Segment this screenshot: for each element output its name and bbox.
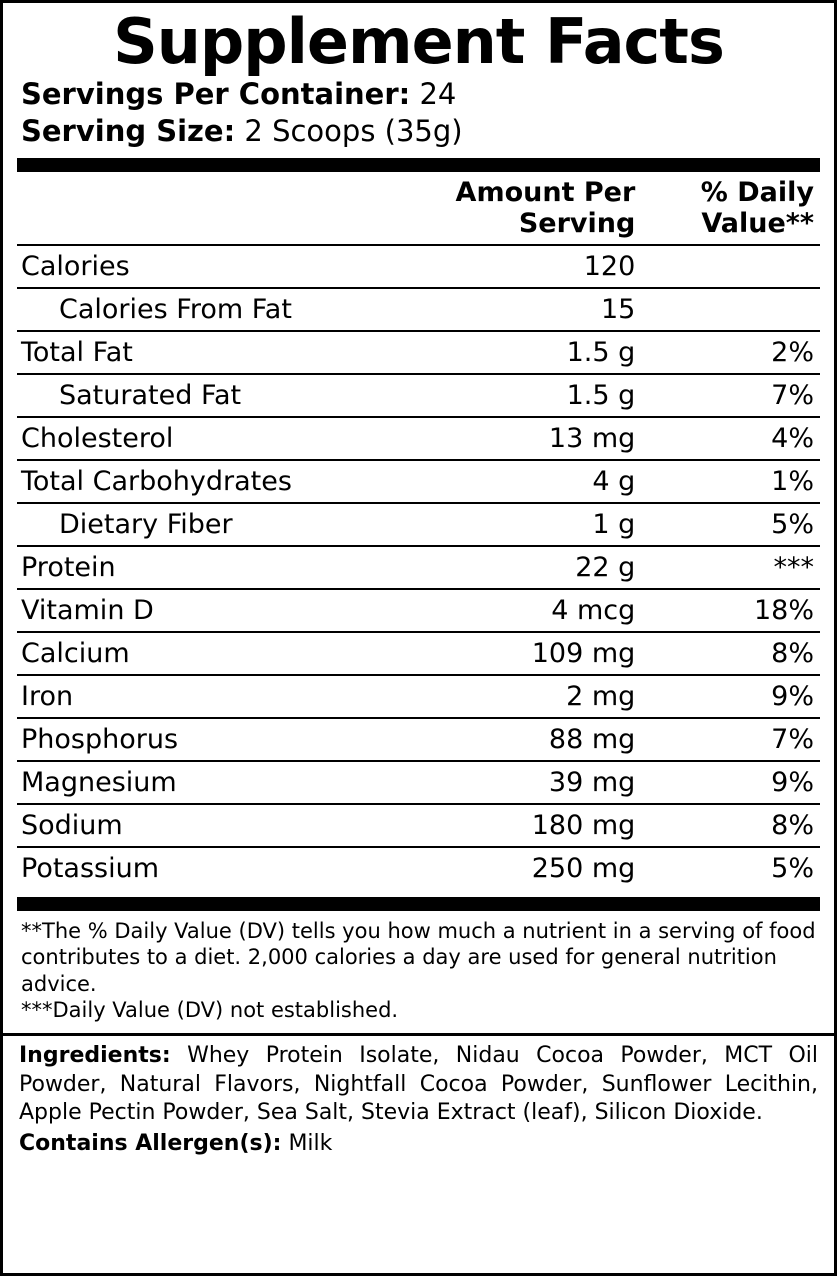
nutrient-name: Calories From Fat (17, 288, 386, 331)
nutrition-rows-table (17, 246, 820, 889)
table-row (17, 331, 820, 374)
servings-per-container (21, 76, 820, 113)
table-header-row (17, 172, 820, 244)
nutrient-daily-value: 9% (635, 675, 820, 718)
allergens-text: Milk (288, 1130, 333, 1156)
nutrient-daily-value (635, 288, 820, 331)
serving-size (21, 113, 820, 150)
nutrient-amount: 250 mg (386, 847, 635, 889)
nutrient-amount: 1.5 g (386, 374, 635, 417)
table-row (17, 718, 820, 761)
nutrient-daily-value: 9% (635, 761, 820, 804)
nutrient-amount: 180 mg (386, 804, 635, 847)
footnotes (21, 918, 820, 1023)
nutrient-daily-value: 5% (635, 847, 820, 889)
table-row (17, 675, 820, 718)
nutrient-daily-value: 8% (635, 632, 820, 675)
nutrition-table (17, 172, 820, 244)
nutrient-amount: 1.5 g (386, 331, 635, 374)
nutrient-daily-value: 5% (635, 503, 820, 546)
servings-per-container-label: Servings Per Container: (21, 76, 411, 111)
divider-thick-top (17, 158, 820, 172)
nutrient-amount: 120 (583, 251, 636, 283)
table-row (17, 503, 820, 546)
table-row (17, 288, 820, 331)
nutrient-amount: 22 g (386, 546, 635, 589)
table-row (17, 804, 820, 847)
table-row (17, 761, 820, 804)
nutrient-name: Potassium (17, 847, 386, 889)
nutrient-amount: 13 mg (386, 417, 635, 460)
nutrient-name: Cholesterol (17, 417, 386, 460)
table-row (17, 632, 820, 675)
nutrient-daily-value: 8% (635, 804, 820, 847)
page-title: Supplement Facts (113, 5, 724, 78)
header-daily-value: % Daily Value** (700, 177, 814, 240)
table-row (17, 246, 820, 288)
nutrient-name: Protein (17, 546, 386, 589)
ingredients-text: Whey Protein Isolate, Nidau Cocoa Powder, MCT Oil Powder, Natural Flavors, Nightfall Cocoa Powder, Sunflower Lecithin, Apple Pectin Powder, Sea Salt, Stevia Extract (leaf), Silicon Dioxide. (19, 1043, 818, 1126)
divider-ingredients (3, 1033, 834, 1036)
nutrient-daily-value: 7% (635, 374, 820, 417)
nutrient-amount: 4 g (386, 460, 635, 503)
nutrition-table-body (17, 172, 820, 244)
nutrient-daily-value: 7% (635, 718, 820, 761)
nutrient-name: Sodium (17, 804, 386, 847)
nutrient-amount: 4 mcg (386, 589, 635, 632)
table-row (17, 589, 820, 632)
footnote-daily-value: **The % Daily Value (DV) tells you how much a nutrient in a serving of food contributes to a diet. 2,000 calories a day are used for general nutrition advice. (21, 919, 816, 996)
nutrient-name: Dietary Fiber (17, 503, 386, 546)
table-row (17, 460, 820, 503)
nutrient-daily-value: 1% (635, 460, 820, 503)
servings-per-container-value: 24 (419, 76, 457, 111)
serving-size-label: Serving Size: (21, 114, 236, 149)
nutrient-name: Calories (21, 251, 130, 283)
nutrient-daily-value: 2% (635, 331, 820, 374)
nutrient-daily-value (635, 246, 820, 288)
nutrient-name: Phosphorus (17, 718, 386, 761)
divider-thick-bottom (17, 897, 820, 911)
table-row (17, 417, 820, 460)
nutrient-name: Calcium (17, 632, 386, 675)
nutrient-daily-value: *** (635, 546, 820, 589)
nutrient-amount: 109 mg (386, 632, 635, 675)
ingredients-label: Ingredients: (19, 1043, 171, 1069)
nutrient-amount: 1 g (386, 503, 635, 546)
ingredients (19, 1042, 818, 1128)
nutrient-daily-value: 18% (635, 589, 820, 632)
header-amount-per-serving: Amount Per Serving (455, 177, 636, 240)
nutrient-amount: 39 mg (386, 761, 635, 804)
nutrient-daily-value: 4% (635, 417, 820, 460)
nutrient-name: Total Carbohydrates (17, 460, 386, 503)
nutrient-name: Total Fat (17, 331, 386, 374)
nutrient-amount: 15 (386, 288, 635, 331)
nutrition-rows-body (17, 246, 820, 889)
table-row (17, 546, 820, 589)
table-row (17, 847, 820, 889)
nutrient-amount: 88 mg (386, 718, 635, 761)
nutrient-name: Magnesium (17, 761, 386, 804)
table-row (17, 374, 820, 417)
serving-size-value: 2 Scoops (35g) (244, 114, 463, 149)
allergens-label: Contains Allergen(s): (19, 1130, 282, 1156)
nutrient-amount: 2 mg (386, 675, 635, 718)
header-blank (17, 172, 386, 244)
nutrient-name: Saturated Fat (17, 374, 386, 417)
nutrient-name: Vitamin D (17, 589, 386, 632)
nutrient-name: Iron (17, 675, 386, 718)
allergens (19, 1130, 820, 1159)
footnote-not-established: ***Daily Value (DV) not established. (21, 997, 399, 1022)
